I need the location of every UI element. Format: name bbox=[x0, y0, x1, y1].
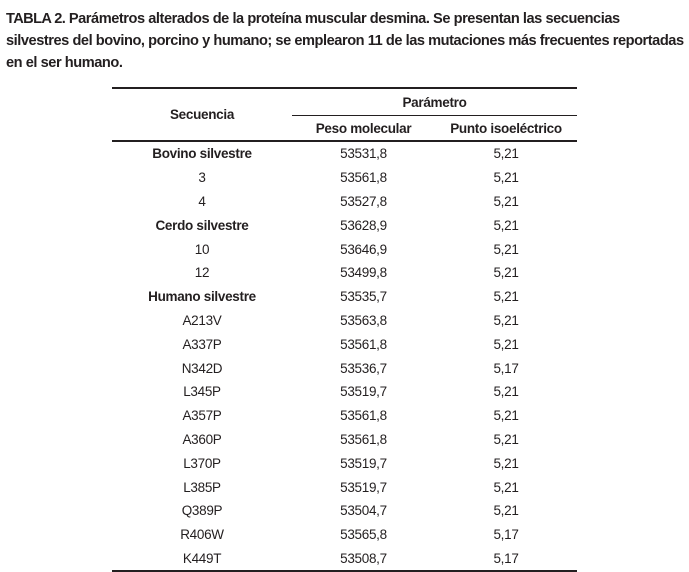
cell-peso-molecular: 53561,8 bbox=[340, 408, 387, 424]
table-body bbox=[112, 141, 577, 571]
column-group-header-parametro: Parámetro bbox=[292, 88, 577, 116]
cell-secuencia: L370P bbox=[183, 455, 221, 471]
table-row bbox=[112, 356, 577, 380]
table-row bbox=[112, 332, 577, 356]
cell-secuencia: N342D bbox=[181, 360, 223, 376]
cell-punto-isoelectrico: 5,21 bbox=[493, 479, 519, 495]
cell-secuencia: 12 bbox=[194, 265, 210, 281]
cell-punto-isoelectrico: 5,21 bbox=[493, 146, 519, 162]
table-row bbox=[112, 237, 577, 261]
cell-peso-molecular: 53561,8 bbox=[340, 336, 387, 352]
cell-punto-isoelectrico: 5,21 bbox=[493, 408, 519, 424]
table-row bbox=[112, 213, 577, 237]
cell-punto-isoelectrico: 5,21 bbox=[493, 170, 519, 186]
cell-punto-isoelectrico: 5,17 bbox=[493, 360, 519, 376]
cell-secuencia: 4 bbox=[198, 193, 206, 209]
cell-punto-isoelectrico: 5,21 bbox=[493, 336, 519, 352]
cell-peso-molecular: 53628,9 bbox=[340, 217, 387, 233]
cell-secuencia: R406W bbox=[180, 527, 224, 543]
cell-peso-molecular: 53508,7 bbox=[340, 550, 387, 566]
column-header-secuencia: Secuencia bbox=[112, 88, 292, 141]
cell-peso-molecular: 53535,7 bbox=[340, 289, 387, 305]
cell-secuencia: Bovino silvestre bbox=[152, 146, 252, 162]
cell-punto-isoelectrico: 5,21 bbox=[493, 503, 519, 519]
cell-secuencia: A337P bbox=[182, 336, 222, 352]
cell-punto-isoelectrico: 5,21 bbox=[493, 265, 519, 281]
cell-punto-isoelectrico: 5,21 bbox=[493, 193, 519, 209]
cell-peso-molecular: 53561,8 bbox=[340, 170, 387, 186]
cell-peso-molecular: 53519,7 bbox=[340, 384, 387, 400]
column-header-peso-molecular: Peso molecular bbox=[292, 116, 435, 142]
cell-secuencia: L385P bbox=[183, 479, 221, 495]
table-header bbox=[112, 88, 577, 141]
cell-peso-molecular: 53504,7 bbox=[340, 503, 387, 519]
cell-punto-isoelectrico: 5,21 bbox=[493, 217, 519, 233]
table-row bbox=[112, 428, 577, 452]
table-row bbox=[112, 261, 577, 285]
cell-punto-isoelectrico: 5,21 bbox=[493, 384, 519, 400]
cell-peso-molecular: 53519,7 bbox=[340, 455, 387, 471]
cell-secuencia: Humano silvestre bbox=[148, 289, 256, 305]
cell-secuencia: Q389P bbox=[181, 503, 223, 519]
cell-peso-molecular: 53499,8 bbox=[340, 265, 387, 281]
table-row bbox=[112, 475, 577, 499]
table-row bbox=[112, 523, 577, 547]
table-row bbox=[112, 141, 577, 166]
cell-peso-molecular: 53561,8 bbox=[340, 431, 387, 447]
table-row bbox=[112, 166, 577, 190]
table-row bbox=[112, 404, 577, 428]
cell-secuencia: Cerdo silvestre bbox=[155, 217, 249, 233]
cell-peso-molecular: 53646,9 bbox=[340, 241, 387, 257]
table-caption-text: Parámetros alterados de la proteína muscular desmina. Se presentan las secuencias silvestres del bovino, porcino y humano; se emplearon 11 de las mutaciones más frecuentes reportadas en el ser humano. bbox=[6, 11, 684, 71]
cell-punto-isoelectrico: 5,21 bbox=[493, 455, 519, 471]
table-row bbox=[112, 547, 577, 572]
table-row bbox=[112, 309, 577, 333]
cell-peso-molecular: 53563,8 bbox=[340, 312, 387, 328]
cell-secuencia: A213V bbox=[182, 312, 222, 328]
column-header-punto-isoelectrico: Punto isoeléctrico bbox=[435, 116, 577, 142]
table-caption bbox=[0, 0, 689, 74]
table-caption-label: TABLA 2. bbox=[6, 11, 66, 27]
cell-peso-molecular: 53565,8 bbox=[340, 527, 387, 543]
cell-peso-molecular: 53536,7 bbox=[340, 360, 387, 376]
cell-peso-molecular: 53531,8 bbox=[340, 146, 387, 162]
cell-secuencia: 3 bbox=[198, 170, 206, 186]
cell-peso-molecular: 53519,7 bbox=[340, 479, 387, 495]
cell-punto-isoelectrico: 5,21 bbox=[493, 241, 519, 257]
table-row bbox=[112, 190, 577, 214]
table-row bbox=[112, 451, 577, 475]
cell-secuencia: K449T bbox=[182, 550, 222, 566]
cell-punto-isoelectrico: 5,21 bbox=[493, 312, 519, 328]
table-row bbox=[112, 285, 577, 309]
cell-punto-isoelectrico: 5,21 bbox=[493, 289, 519, 305]
cell-punto-isoelectrico: 5,17 bbox=[493, 550, 519, 566]
cell-punto-isoelectrico: 5,21 bbox=[493, 431, 519, 447]
table-row bbox=[112, 499, 577, 523]
cell-secuencia: 10 bbox=[194, 241, 210, 257]
cell-secuencia: A360P bbox=[182, 431, 222, 447]
cell-peso-molecular: 53527,8 bbox=[340, 193, 387, 209]
cell-punto-isoelectrico: 5,17 bbox=[493, 527, 519, 543]
cell-secuencia: L345P bbox=[183, 384, 221, 400]
table-row bbox=[112, 380, 577, 404]
cell-secuencia: A357P bbox=[182, 408, 222, 424]
table-header-row-group bbox=[112, 88, 577, 116]
parameters-table bbox=[112, 87, 577, 572]
